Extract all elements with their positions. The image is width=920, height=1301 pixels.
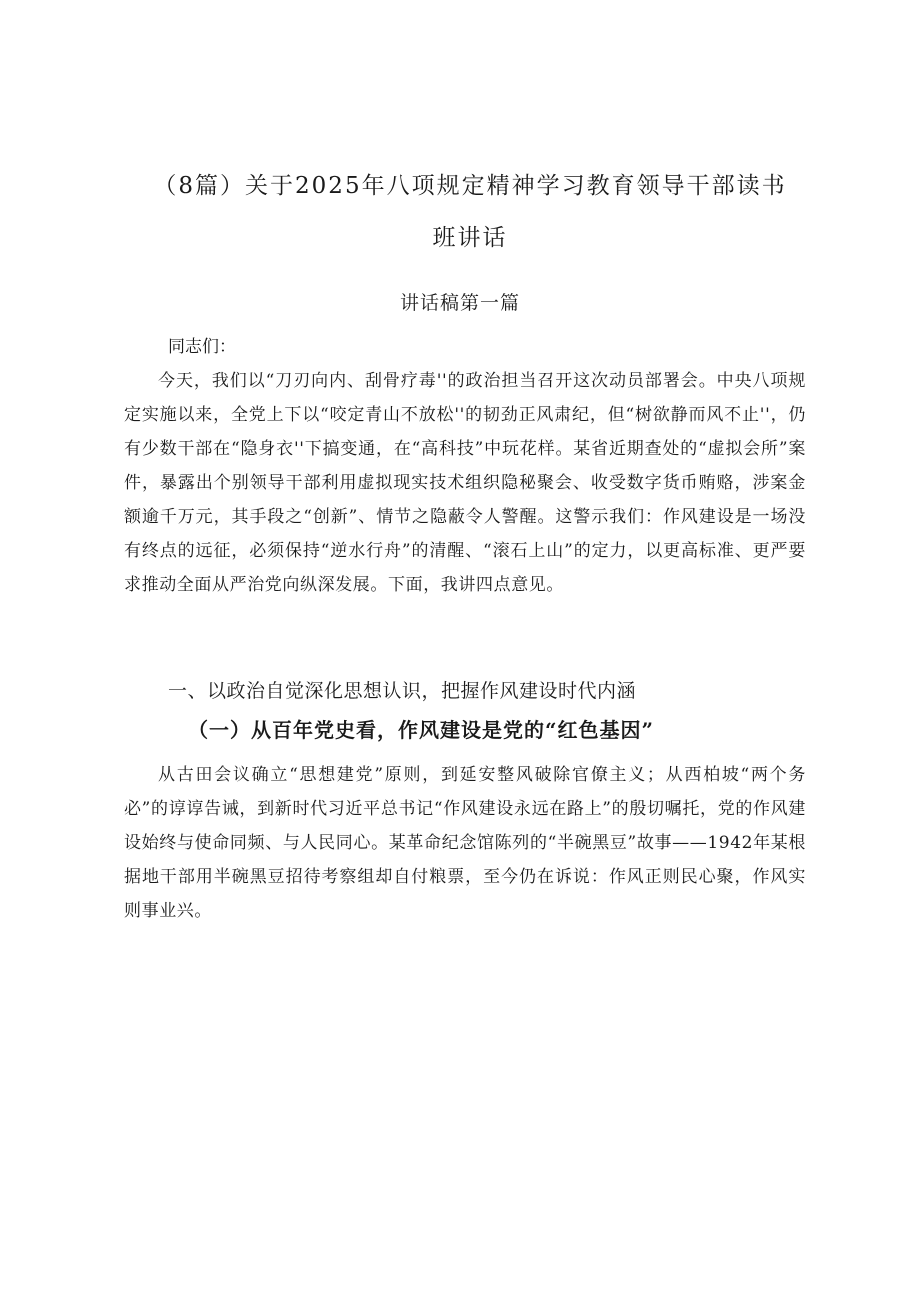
salutation: 同志们： [168, 337, 236, 357]
heading-level-2: （一）从百年党史看，作风建设是党的“红色基因” [188, 718, 655, 742]
heading-level-1: 一、以政治自觉深化思想认识，把握作风建设时代内涵 [168, 680, 637, 702]
section-heading: 讲话稿第一篇 [399, 292, 520, 314]
body-paragraph-2: 从古田会议确立“思想建党”原则，到延安整风破除官僚主义；从西柏坡“两个务必”的谆谆告诫，到新时代习近平总书记“作风建设永远在路上”的殷切嘱托，党的作风建设始终与使命同频、与人民同心。某革命纪念馆陈列的“半碗黑豆”故事——1942年某根据地干部用半碗黑豆招待考察组却自付粮票，至今仍在诉说：作风正则民心聚，作风实则事业兴。 [124, 765, 806, 921]
body-paragraph-1: 今天，我们以“刀刃向内、刮骨疗毒''的政治担当召开这次动员部署会。中央八项规定实施以来，全党上下以“咬定青山不放松''的韧劲正风肃纪，但“树欲静而风不止''，仍有少数干部在“隐身衣''下搞变通，在“高科技”中玩花样。某省近期查处的“虚拟会所”案件，暴露出个别领导干部利用虚拟现实技术组织隐秘聚会、收受数字货币贿赂，涉案金额逾千万元，其手段之“创新”、情节之隐蔽令人警醒。这警示我们：作风建设是一场没有终点的远征，必须保持“逆水行舟”的清醒、“滚石上山”的定力，以更高标准、更严要求推动全面从严治党向纵深发展。下面，我讲四点意见。 [124, 371, 806, 595]
document-title: （8篇）关于2025年八项规定精神学习教育领导干部读书班讲话 [153, 173, 787, 251]
